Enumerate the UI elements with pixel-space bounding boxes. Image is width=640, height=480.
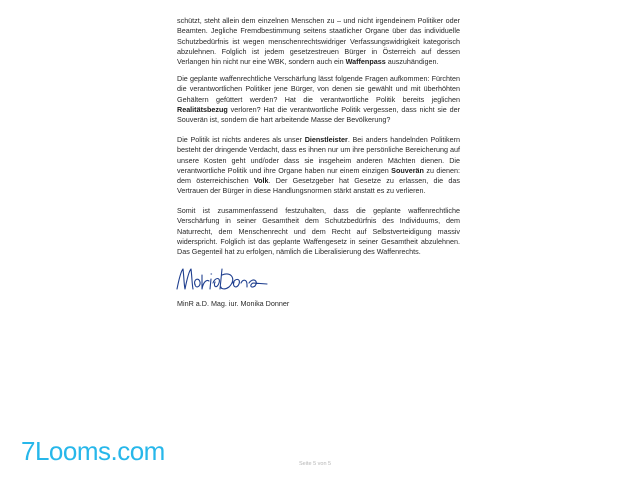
text-run: schützt, steht allein dem einzelnen Menschen zu – und nicht irgendeinem Politiker oder Beamten. Jegliche Fremdbestimmung seitens staatlicher Organe über das individuelle Schutzbedürfnis ist wegen menschenrechtswidriger Verfassungswidrigkeit kategorisch abzulehnen. Folglich ist jedem gesetzestreuen Bürger in Österreich auf dessen Verlangen hin nicht nur eine WBK, sondern auch ein	[177, 16, 460, 67]
bold-term: Volk	[253, 176, 269, 186]
text-run: Somit ist zusammenfassend festzuhalten, dass die geplante waffenrechtliche Verschärfung in seiner Gesamtheit dem Schutzbedürfnis des Individuums, dem Naturrecht, dem Menschenrecht und dem Recht auf Selbstverteidigung massiv widerspricht. Folglich ist das geplante Waffengesetz in seiner Gesamtheit abzulehnen. Das Gegenteil hat zu erfolgen, nämlich die Liberalisierung des Waffenrechts.	[177, 206, 460, 257]
paragraph	[177, 135, 460, 197]
page-number: Seite 5 von 5	[299, 461, 332, 467]
paragraph	[177, 206, 460, 257]
text-run: Die geplante waffenrechtliche Verschärfung lässt folgende Fragen aufkommen: Fürchten die verantwortlichen Politiker jene Bürger, von denen sie gewählt und mit überhöhten Gehältern gefüttert werden? Hat die verantwortliche Politik bereits jeglichen	[177, 74, 460, 104]
text-run: zu dienen: dem österreichischen	[177, 165, 460, 186]
bold-term: Souverän	[391, 165, 424, 175]
text-run: verloren? Hat die verantwortliche Politik vergessen, dass nicht sie der Souverän ist, sondern die hart arbeitende Masse der Bevölkerung?	[177, 104, 460, 125]
watermark-logo: 7Looms.com	[21, 436, 165, 466]
bold-term: Realitätsbezug	[177, 104, 228, 114]
handwritten-signature	[175, 265, 270, 293]
paragraph	[177, 74, 460, 125]
text-run: . Der Gesetzgeber hat Gesetze zu erlassen, die das Vertrauen der Bürger in diese Handlungsnormen stärkt anstatt es zu verlieren.	[177, 176, 461, 196]
text-run: auszuhändigen.	[385, 57, 439, 67]
signer-name: MinR a.D. Mag. iur. Monika Donner	[177, 299, 290, 308]
paragraph	[177, 16, 460, 67]
text-run: Die Politik ist nichts anderes als unser	[177, 135, 305, 144]
bold-term: Waffenpass	[345, 57, 386, 67]
bold-term: Dienstleister	[304, 135, 348, 144]
text-run: . Bei anders handelnden Politikern besteht der dringende Verdacht, dass es ihnen nur um ihre persönliche Bereicherung auf unsere Kosten geht und/oder dass sie insgeheim anderen Mächten dienen. Die verantwortliche Politik und ihre Organe haben nur einem einzigen	[177, 135, 461, 175]
